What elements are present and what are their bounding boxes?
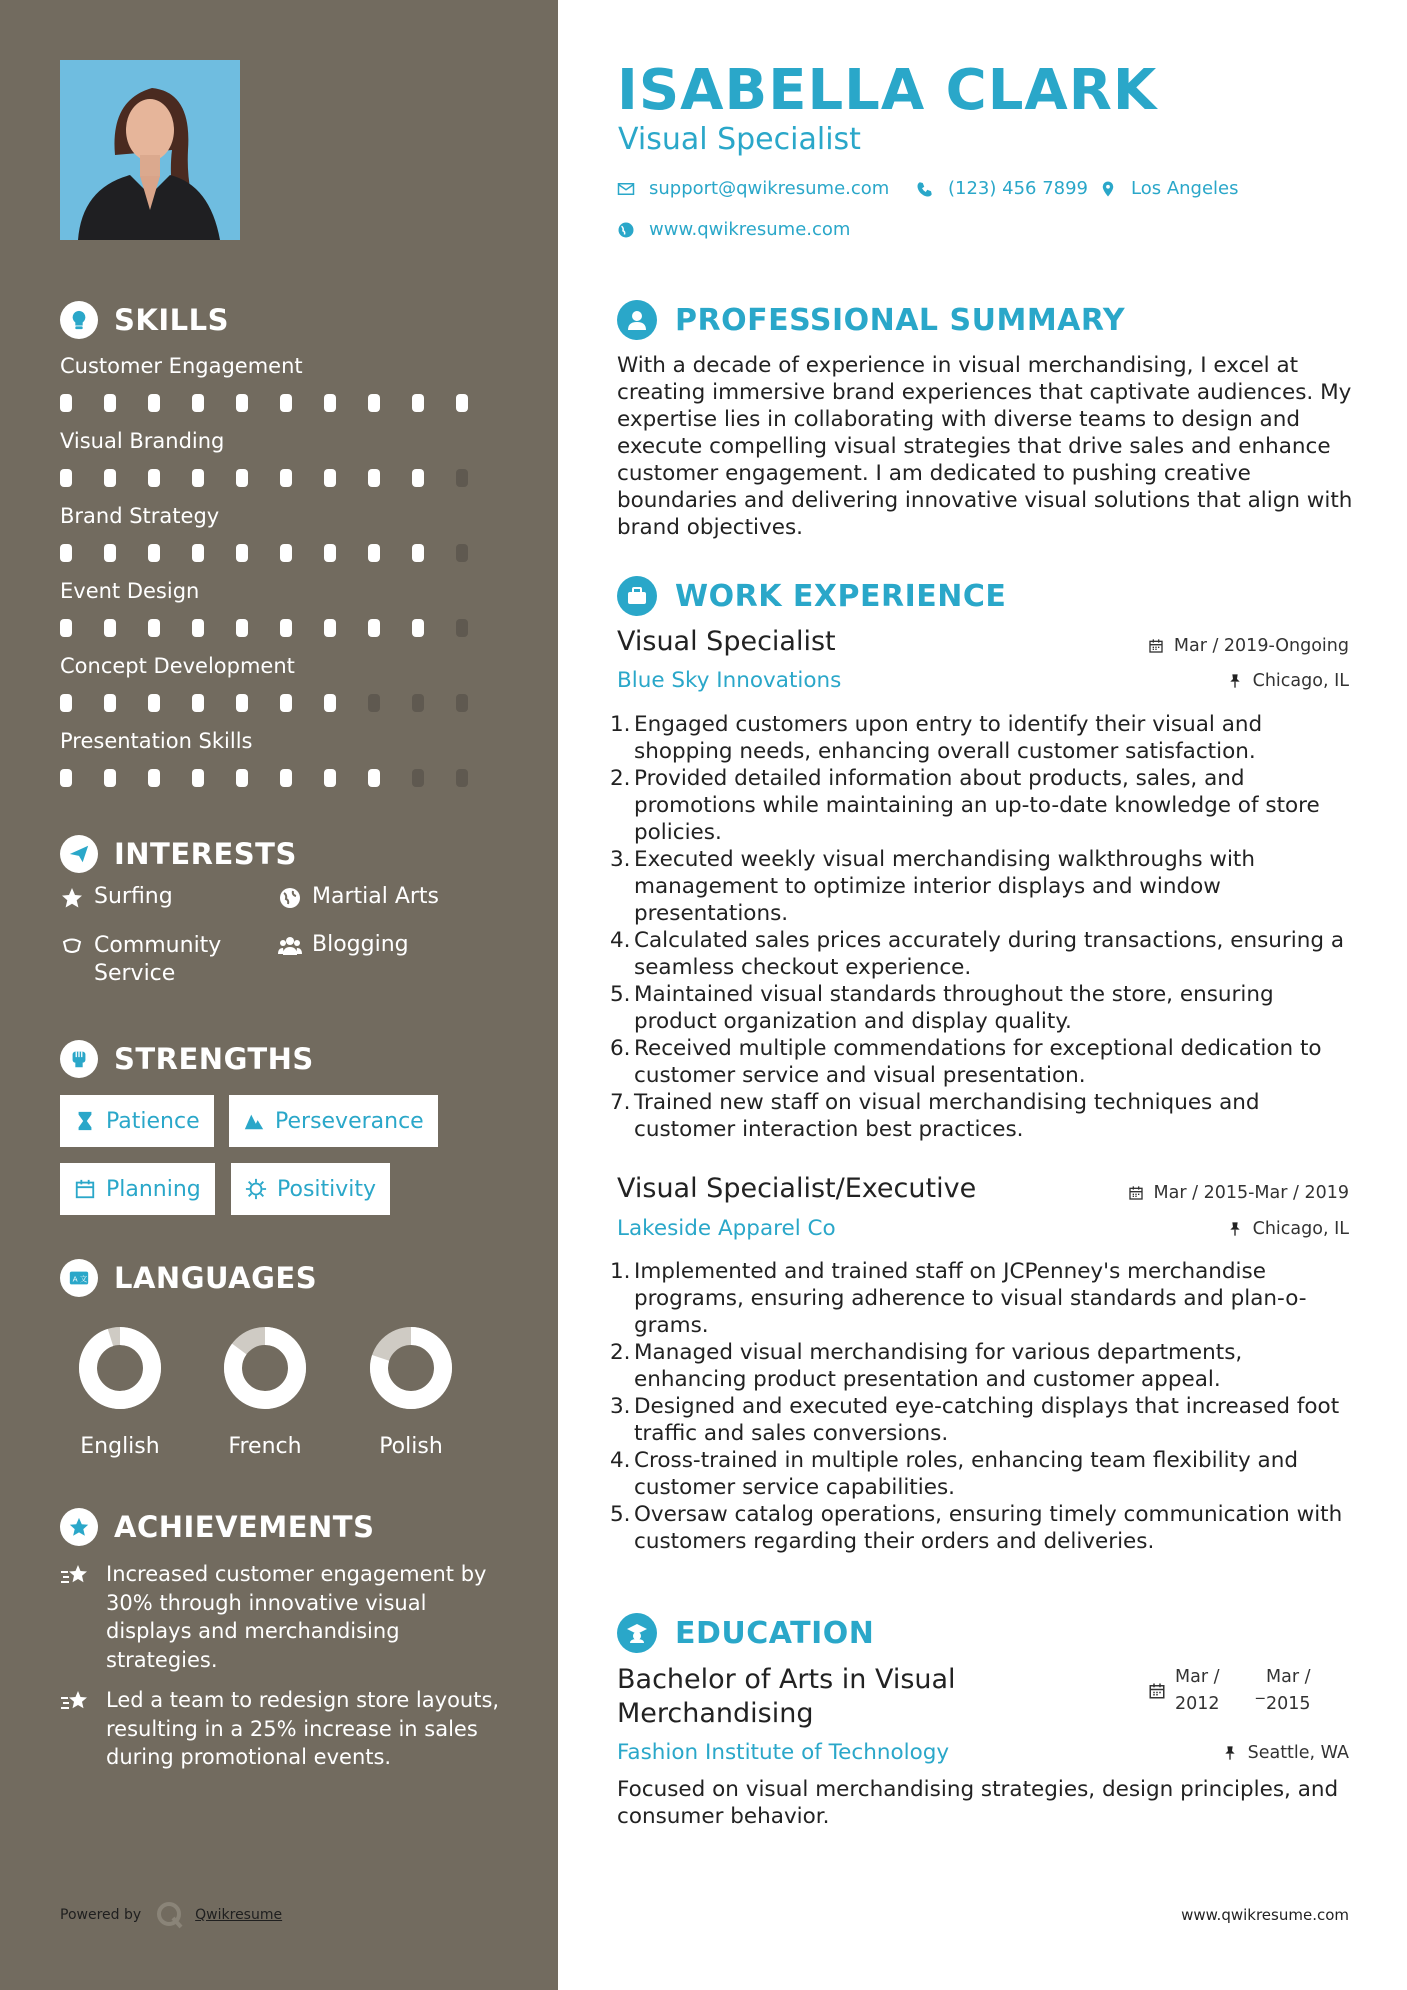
rating-dot	[324, 619, 336, 637]
skill-name: Visual Branding	[60, 429, 225, 453]
rating-dot	[104, 469, 116, 487]
strength-badge: Positivity	[231, 1163, 390, 1215]
rating-dot	[368, 469, 380, 487]
language-ring	[223, 1326, 307, 1410]
job-duties	[610, 1258, 1355, 1555]
rating-dot	[148, 769, 160, 787]
shooting-star-icon	[60, 1688, 92, 1714]
languages-heading: A 文 LANGUAGES	[60, 1259, 317, 1297]
rating-dot	[368, 619, 380, 637]
qwikresume-link[interactable]: Qwikresume	[195, 1907, 283, 1923]
strengths-heading: STRENGTHS	[60, 1040, 314, 1078]
rating-dot	[412, 394, 424, 412]
skill-item	[60, 654, 500, 712]
rating-dot	[368, 769, 380, 787]
date-separator: _	[1256, 1680, 1265, 1700]
rating-dot	[456, 469, 468, 487]
job-location: Chicago, IL	[1227, 671, 1349, 691]
rating-dot	[104, 619, 116, 637]
shooting-star-icon	[60, 1562, 92, 1588]
skill-item	[60, 504, 500, 562]
rating-dot	[236, 469, 248, 487]
pushpin-icon	[1222, 1745, 1238, 1761]
rating-dot	[324, 769, 336, 787]
rating-dot	[192, 544, 204, 562]
language-item: French	[195, 1326, 335, 1459]
rating-dot	[60, 694, 72, 712]
duty-item: 3. Executed weekly visual merchandising walkthroughs with management to optimize interior displays and window presentations.	[610, 847, 1255, 926]
rating-dot	[104, 394, 116, 412]
briefcase-icon	[617, 576, 657, 616]
rating-dot	[192, 394, 204, 412]
skill-rating	[60, 694, 500, 712]
skills-heading: SKILLS	[60, 301, 229, 339]
rating-dot	[280, 469, 292, 487]
fist-icon	[60, 1040, 98, 1078]
rating-dot	[236, 694, 248, 712]
rating-dot	[60, 394, 72, 412]
language-icon	[60, 1259, 98, 1297]
summary-heading: PROFESSIONAL SUMMARY	[617, 300, 1125, 340]
rating-dot	[280, 394, 292, 412]
skill-name: Presentation Skills	[60, 729, 253, 753]
rating-dot	[192, 694, 204, 712]
rating-dot	[324, 394, 336, 412]
rating-dot	[104, 769, 116, 787]
pushpin-icon	[1227, 673, 1243, 689]
achievement-item: Led a team to redesign store layouts, resulting in a 25% increase in sales during promotional events.	[60, 1686, 500, 1772]
rating-dot	[192, 769, 204, 787]
skill-name: Event Design	[60, 579, 200, 603]
work-heading: WORK EXPERIENCE	[617, 576, 1006, 616]
job-title: Visual Specialist/Executive	[617, 1173, 977, 1204]
rating-dot	[236, 619, 248, 637]
rating-dot	[104, 694, 116, 712]
interest-item: Community Service	[60, 932, 260, 988]
interest-item: Blogging	[278, 932, 409, 958]
skill-name: Customer Engagement	[60, 354, 303, 378]
rating-dot	[412, 469, 424, 487]
strength-badge: Patience	[60, 1095, 214, 1147]
ring-fill	[88, 1336, 152, 1400]
rating-dot	[324, 544, 336, 562]
rating-dot	[280, 619, 292, 637]
job-dates: Mar / 2015-Mar / 2019	[1128, 1183, 1349, 1203]
skill-rating	[60, 619, 500, 637]
rating-dot	[104, 544, 116, 562]
pushpin-icon	[1227, 1221, 1243, 1237]
svg-text:A: A	[72, 1274, 78, 1284]
powered-by: Powered by Qwikresume	[60, 1900, 282, 1930]
envelope-icon	[617, 180, 635, 198]
skill-rating	[60, 769, 500, 787]
degree-title: Bachelor of Arts in Visual Merchandising	[617, 1664, 956, 1729]
contact-email[interactable]: support@qwikresume.com	[617, 178, 889, 199]
interest-item: Martial Arts	[278, 884, 439, 910]
rating-dot	[148, 619, 160, 637]
rating-dot	[236, 394, 248, 412]
company-name: Lakeside Apparel Co	[617, 1216, 836, 1241]
job-location: Chicago, IL	[1227, 1219, 1349, 1239]
rating-dot	[280, 769, 292, 787]
star-icon	[60, 886, 84, 910]
calendar-icon	[74, 1178, 96, 1200]
job-duties	[610, 711, 1355, 1143]
rating-dot	[60, 619, 72, 637]
summary-text: With a decade of experience in visual merchandising, I excel at creating immersive brand experiences that captivate audiences. My expertise lies in collaborating with diverse teams to design and execute compelling visual strategies that drive sales and enhance customer engagement. I am dedicated to pushing creative boundaries and delivering innovative visual solutions that align with brand objectives.	[617, 353, 1353, 540]
user-icon	[617, 300, 657, 340]
contact-website[interactable]: www.qwikresume.com	[617, 219, 850, 240]
mountain-icon	[243, 1110, 265, 1132]
globe-icon	[617, 221, 635, 239]
interest-item: Surfing	[60, 884, 173, 910]
school-name: Fashion Institute of Technology	[617, 1740, 950, 1765]
skill-item	[60, 354, 500, 412]
qwikresume-logo-icon	[155, 1900, 185, 1930]
map-pin-icon	[1099, 180, 1117, 198]
rating-dot	[456, 769, 468, 787]
duty-item: 5. Oversaw catalog operations, ensuring timely communication with customers regarding their orders and deliveries.	[610, 1502, 1343, 1554]
skill-item	[60, 429, 500, 487]
rating-dot	[236, 544, 248, 562]
rating-dot	[412, 769, 424, 787]
achievement-item: Increased customer engagement by 30% through innovative visual displays and merchandising strategies.	[60, 1560, 500, 1674]
skill-rating	[60, 469, 500, 487]
sun-icon	[245, 1178, 267, 1200]
job-title: Visual Specialist	[617, 626, 836, 657]
skill-name: Concept Development	[60, 654, 295, 678]
rating-dot	[192, 469, 204, 487]
education-description: Focused on visual merchandising strategies, design principles, and consumer behavior.	[617, 1777, 1339, 1829]
rating-dot	[368, 544, 380, 562]
footer-url[interactable]: www.qwikresume.com	[1181, 1906, 1349, 1924]
rating-dot	[368, 694, 380, 712]
skill-rating	[60, 394, 500, 412]
paper-plane-icon	[60, 835, 98, 873]
rating-dot	[148, 544, 160, 562]
rating-dot	[280, 694, 292, 712]
job-dates: Mar / 2019-Ongoing	[1148, 636, 1349, 656]
contact-location: Los Angeles	[1099, 178, 1239, 199]
graduate-icon	[617, 1613, 657, 1653]
contact-phone[interactable]: (123) 456 7899	[916, 178, 1088, 199]
globe-icon	[278, 886, 302, 910]
language-ring	[78, 1326, 162, 1410]
svg-text:文: 文	[79, 1274, 88, 1284]
rating-dot	[456, 394, 468, 412]
company-name: Blue Sky Innovations	[617, 668, 842, 693]
phone-icon	[916, 180, 934, 198]
rating-dot	[456, 694, 468, 712]
candidate-title: Visual Specialist	[618, 122, 861, 157]
skill-item	[60, 579, 500, 637]
duty-item: 3. Designed and executed eye-catching displays that increased foot traffic and sales conversions.	[610, 1394, 1340, 1446]
hourglass-icon	[74, 1110, 96, 1132]
duty-item: 1. Implemented and trained staff on JCPenney's merchandise programs, ensuring adherence to visual standards and plan-o-grams.	[610, 1259, 1307, 1338]
language-ring	[369, 1326, 453, 1410]
rating-dot	[192, 619, 204, 637]
education-start: Mar / 2012	[1175, 1667, 1220, 1714]
candidate-name: ISABELLA CLARK	[617, 58, 1158, 123]
rating-dot	[60, 544, 72, 562]
duty-item: 6. Received multiple commendations for exceptional dedication to customer service and visual presentation.	[610, 1036, 1322, 1088]
skill-rating	[60, 544, 500, 562]
skill-name: Brand Strategy	[60, 504, 220, 528]
rating-dot	[236, 769, 248, 787]
sidebar	[0, 0, 558, 1990]
calendar-icon	[1148, 638, 1164, 654]
rating-dot	[412, 544, 424, 562]
calendar-icon	[1128, 1185, 1144, 1201]
language-item: English	[50, 1326, 190, 1459]
achievements-heading: ACHIEVEMENTS	[60, 1508, 374, 1546]
duty-item: 2. Managed visual merchandising for various departments, enhancing product presentation and customer appeal.	[610, 1340, 1243, 1392]
rating-dot	[280, 544, 292, 562]
education-location: Seattle, WA	[1222, 1743, 1349, 1763]
lightbulb-icon	[60, 301, 98, 339]
duty-item: 1. Engaged customers upon entry to identify their visual and shopping needs, enhancing overall customer satisfaction.	[610, 712, 1263, 764]
rating-dot	[412, 694, 424, 712]
users-icon	[278, 934, 302, 958]
rating-dot	[324, 694, 336, 712]
rating-dot	[60, 769, 72, 787]
rating-dot	[324, 469, 336, 487]
hand-icon	[60, 934, 84, 958]
rating-dot	[368, 394, 380, 412]
award-star-icon	[60, 1508, 98, 1546]
rating-dot	[148, 394, 160, 412]
rating-dot	[60, 469, 72, 487]
calendar-icon	[1148, 1682, 1166, 1700]
education-end: Mar / 2015	[1266, 1667, 1311, 1714]
duty-item: 4. Calculated sales prices accurately during transactions, ensuring a seamless checkout experience.	[610, 928, 1344, 980]
rating-dot	[412, 619, 424, 637]
strength-badge: Perseverance	[229, 1095, 438, 1147]
education-heading: EDUCATION	[617, 1613, 874, 1653]
rating-dot	[148, 694, 160, 712]
rating-dot	[148, 469, 160, 487]
duty-item: 4. Cross-trained in multiple roles, enhancing team flexibility and customer service capabilities.	[610, 1448, 1298, 1500]
duty-item: 5. Maintained visual standards throughout the store, ensuring product organization and display quality.	[610, 982, 1274, 1034]
duty-item: 7. Trained new staff on visual merchandising techniques and customer interaction best practices.	[610, 1090, 1260, 1142]
interests-heading: INTERESTS	[60, 835, 297, 873]
rating-dot	[456, 619, 468, 637]
profile-photo	[60, 60, 240, 240]
skill-item	[60, 729, 500, 787]
language-item: Polish	[341, 1326, 481, 1459]
rating-dot	[456, 544, 468, 562]
strength-badge: Planning	[60, 1163, 215, 1215]
duty-item: 2. Provided detailed information about products, sales, and promotions while maintaining an up-to-date knowledge of store policies.	[610, 766, 1320, 845]
